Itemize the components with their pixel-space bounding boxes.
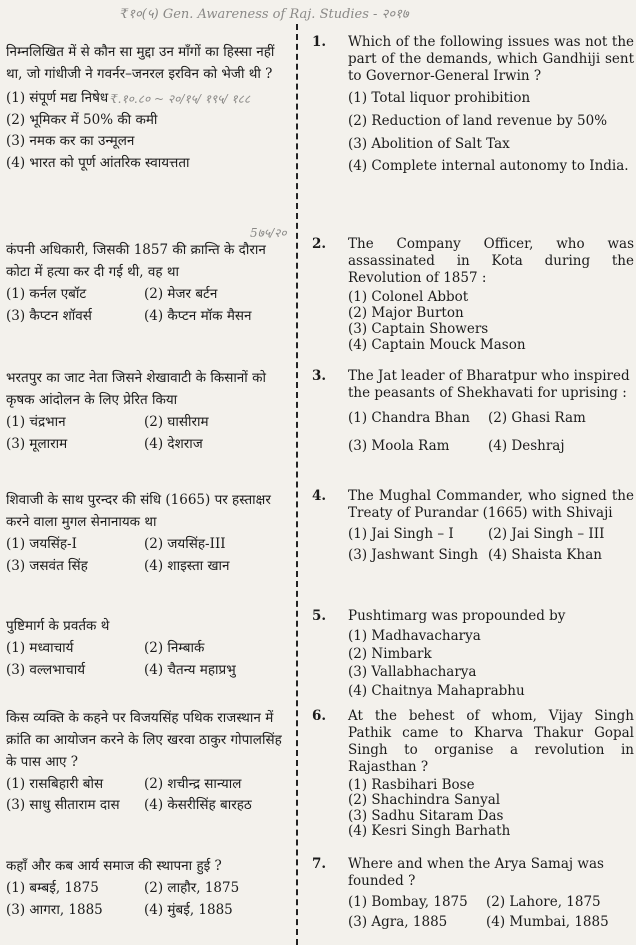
question-number: 5. xyxy=(312,608,327,624)
option-1: (1) Jai Singh – I xyxy=(348,525,454,542)
question-number: 4. xyxy=(312,488,327,504)
option-1: (1) Chandra Bhan xyxy=(348,409,470,426)
option-1: (1) Rasbihari Bose xyxy=(348,776,475,793)
option-3: (3) आगरा, 1885 xyxy=(6,901,103,918)
option-3: (3) कैप्टन शॉवर्स xyxy=(6,307,92,324)
options-list xyxy=(304,627,634,700)
options-row xyxy=(6,556,292,578)
option-1: (1) Madhavacharya xyxy=(348,627,481,644)
option-3: (3) Vallabhacharya xyxy=(348,664,477,681)
question-text: The Mughal Commander, who signed the Treaty of Purandar (1665) with Shivaji xyxy=(348,488,634,521)
option-4: (4) केसरीसिंह बारहठ xyxy=(144,797,252,814)
options-list xyxy=(304,87,634,179)
option-4: (4) Deshraj xyxy=(488,438,565,455)
options-row xyxy=(348,892,634,912)
column-divider xyxy=(296,24,298,945)
hindi-question-6 xyxy=(6,708,292,817)
hindi-column xyxy=(6,0,292,945)
option-3: (3) Jashwant Singh xyxy=(348,547,479,564)
option-2: (2) लाहौर, 1875 xyxy=(144,879,240,896)
english-column xyxy=(304,0,634,945)
options-list xyxy=(6,88,292,175)
option-4: (4) मुंबई, 1885 xyxy=(144,901,233,918)
option-1: (1) कर्नल एबॉट xyxy=(6,285,87,302)
question-number: 2. xyxy=(312,236,327,252)
english-question-2 xyxy=(304,236,634,353)
option-1: (1) रासबिहारी बोस xyxy=(6,775,104,792)
options-row xyxy=(6,306,292,328)
hindi-question-5 xyxy=(6,616,292,682)
options-row xyxy=(348,545,634,567)
question-text: Pushtimarg was propounded by xyxy=(348,608,566,624)
hindi-question-2 xyxy=(6,240,292,327)
options-row xyxy=(6,638,292,660)
hindi-question-1 xyxy=(6,42,292,175)
option-2: (2) Major Burton xyxy=(348,304,464,321)
question-number: 7. xyxy=(312,856,327,872)
option-4: (4) भारत को पूर्ण आंतरिक स्वायत्तता xyxy=(6,155,190,172)
option-4: (4) Captain Mouck Mason xyxy=(348,337,526,354)
option-2: (2) निम्बार्क xyxy=(144,639,205,656)
option-4: (4) Mumbai, 1885 xyxy=(486,914,609,930)
option-3: (3) Abolition of Salt Tax xyxy=(348,135,510,152)
option-3: (3) जसवंत सिंह xyxy=(6,557,88,574)
option-3: (3) नमक कर का उन्मूलन xyxy=(6,133,135,150)
hindi-question-7 xyxy=(6,856,292,922)
option-4: (4) Complete internal autonomy to India. xyxy=(348,158,629,175)
options-row xyxy=(6,660,292,682)
option-2: (2) Reduction of land revenue by 50% xyxy=(348,112,608,129)
english-question-5 xyxy=(304,608,634,700)
options-row xyxy=(6,795,292,817)
question-text: किस व्यक्ति के कहने पर विजयसिंह पथिक राजस्थान में क्रांति का आयोजन करने के लिए खरवा ठाकुर गोपालसिंह के पास आए ? xyxy=(6,710,282,770)
option-3: (3) वल्लभाचार्य xyxy=(6,661,86,678)
option-1: (1) संपूर्ण मद्य निषेध xyxy=(6,89,109,106)
options-row xyxy=(348,524,634,546)
question-text: Which of the following issues was not the part of the demands, which Gandhiji sent to Governor-General Irwin ? xyxy=(348,34,634,84)
option-1: (1) जयसिंह-I xyxy=(6,535,77,552)
option-2: (2) Shachindra Sanyal xyxy=(348,792,501,809)
option-4: (4) कैप्टन मॉक मैसन xyxy=(144,307,252,324)
option-2: (2) भूमिकर में 50% की कमी xyxy=(6,111,158,128)
options-list xyxy=(304,289,634,354)
option-1: (1) चंद्रभान xyxy=(6,413,66,430)
options-row xyxy=(6,534,292,556)
english-question-1 xyxy=(304,34,634,178)
question-text: शिवाजी के साथ पुरन्दर की संधि (1665) पर हस्ताक्षर करने वाला मुगल सेनानायक था xyxy=(6,492,271,530)
options-row xyxy=(348,404,634,432)
options-list xyxy=(304,524,634,567)
english-question-6 xyxy=(304,708,634,840)
english-question-3 xyxy=(304,368,634,460)
option-4: (4) देशराज xyxy=(144,435,203,452)
question-text: पुष्टिमार्ग के प्रवर्तक थे xyxy=(6,618,110,634)
option-1: (1) बम्बई, 1875 xyxy=(6,879,99,896)
options-row xyxy=(6,284,292,306)
option-2: (2) Lahore, 1875 xyxy=(486,893,601,910)
option-2: (2) Nimbark xyxy=(348,646,432,663)
question-number: 3. xyxy=(312,368,327,384)
options-list xyxy=(304,892,634,933)
question-text: कंपनी अधिकारी, जिसकी 1857 की क्रान्ति के दौरान कोटा में हत्या कर दी गई थी, वह था xyxy=(6,242,266,280)
options-row xyxy=(6,774,292,796)
question-number: 6. xyxy=(312,708,327,724)
handwritten-note-mid-2: 5७५/२० xyxy=(250,226,287,240)
options-row xyxy=(6,900,292,922)
options-row xyxy=(6,412,292,434)
question-text: The Jat leader of Bharatpur who inspired the peasants of Shekhavati for uprising : xyxy=(348,368,630,401)
question-text: At the behest of whom, Vijay Singh Pathik came to Kharva Thakur Gopal Singh to organise a revolution in Rajasthan ? xyxy=(348,708,634,775)
option-2: (2) शचीन्द्र सान्याल xyxy=(144,775,242,792)
english-question-7 xyxy=(304,856,634,932)
option-3: (3) मूलाराम xyxy=(6,435,68,452)
handwritten-note-mid: ₹.१०.८० ~ २०/१५/ १९५/ १८८ xyxy=(110,92,251,106)
question-number: 1. xyxy=(312,34,327,50)
option-2: (2) मेजर बर्टन xyxy=(144,285,218,302)
option-3: (3) Moola Ram xyxy=(348,438,450,455)
option-2: (2) Jai Singh – III xyxy=(488,525,605,542)
option-2: (2) जयसिंह-III xyxy=(144,535,226,552)
options-row xyxy=(348,912,634,932)
option-1: (1) मध्वाचार्य xyxy=(6,639,74,656)
question-text: निम्नलिखित में से कौन सा मुद्दा उन माँगों का हिस्सा नहीं था, जो गांधीजी ने गवर्नर–जनरल इरविन को भेजी थी ? xyxy=(6,44,275,82)
option-3: (3) Captain Showers xyxy=(348,321,489,337)
question-text: Where and when the Arya Samaj was founded ? xyxy=(348,856,604,889)
english-question-4 xyxy=(304,488,634,567)
question-text: कहाँ और कब आर्य समाज की स्थापना हुई ? xyxy=(6,858,222,874)
options-list xyxy=(304,778,634,840)
option-4: (4) Shaista Khan xyxy=(488,547,602,564)
option-3: (3) Sadhu Sitaram Das xyxy=(348,807,504,824)
options-list xyxy=(304,404,634,461)
option-3: (3) साधु सीताराम दास xyxy=(6,797,120,814)
option-4: (4) शाइस्ता खान xyxy=(144,557,230,574)
option-3: (3) Agra, 1885 xyxy=(348,914,448,930)
question-text: भरतपुर का जाट नेता जिसने शेखावाटी के किसानों को कृषक आंदोलन के लिए प्रेरित किया xyxy=(6,370,266,408)
hindi-question-3 xyxy=(6,368,292,455)
hindi-question-4 xyxy=(6,490,292,577)
option-4: (4) चैतन्य महाप्रभु xyxy=(144,661,236,678)
handwritten-note-top: ₹१०(५) Gen. Awareness of Raj. Studies - २०१७ xyxy=(120,7,409,22)
option-1: (1) Total liquor prohibition xyxy=(348,89,531,106)
options-row xyxy=(6,434,292,456)
options-row xyxy=(6,878,292,900)
option-1: (1) Colonel Abbot xyxy=(348,288,469,305)
option-4: (4) Kesri Singh Barhath xyxy=(348,823,511,840)
options-row xyxy=(348,432,634,460)
option-2: (2) Ghasi Ram xyxy=(488,409,586,426)
question-text: The Company Officer, who was assassinated in Kota during the Revolution of 1857 : xyxy=(348,236,634,286)
option-2: (2) घासीराम xyxy=(144,413,209,430)
option-4: (4) Chaitnya Mahaprabhu xyxy=(348,682,525,699)
option-1: (1) Bombay, 1875 xyxy=(348,893,468,910)
